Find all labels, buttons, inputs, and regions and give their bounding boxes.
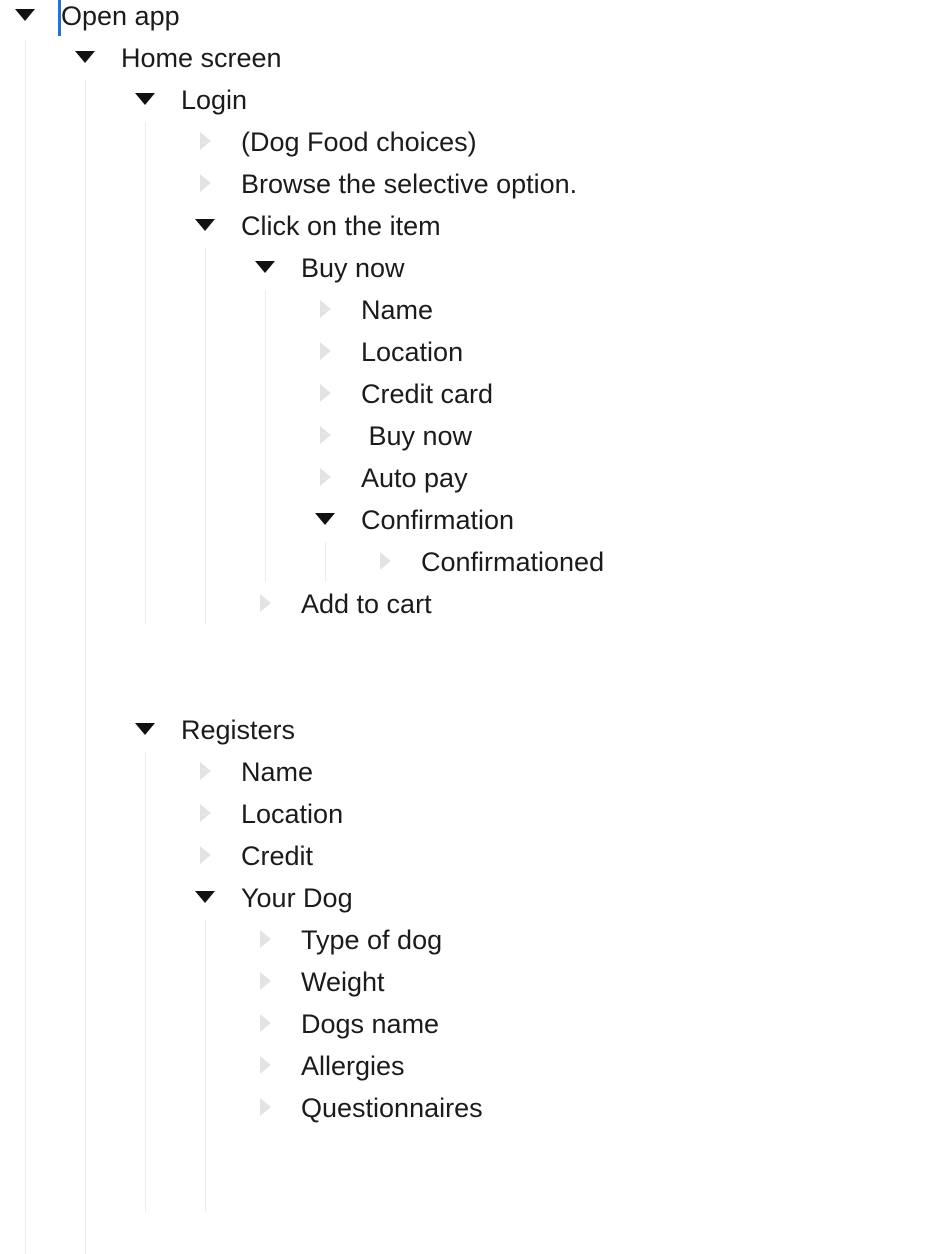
expand-triangle-icon[interactable] — [195, 219, 215, 231]
collapse-triangle-icon[interactable] — [260, 1056, 271, 1074]
expand-triangle-icon[interactable] — [15, 9, 35, 21]
collapse-triangle-icon[interactable] — [380, 552, 391, 570]
collapse-triangle-icon[interactable] — [200, 132, 211, 150]
node-label[interactable]: Home screen — [121, 43, 282, 73]
expand-triangle-icon[interactable] — [255, 261, 275, 273]
expand-triangle-icon[interactable] — [75, 51, 95, 63]
collapse-triangle-icon[interactable] — [200, 846, 211, 864]
node-label[interactable]: (Dog Food choices) — [241, 127, 477, 157]
node-label[interactable]: Name — [241, 757, 314, 787]
indent-guide-registers — [145, 752, 146, 1212]
node-label[interactable]: Questionnaires — [301, 1093, 483, 1123]
collapse-triangle-icon[interactable] — [260, 1014, 271, 1032]
collapse-triangle-icon[interactable] — [260, 930, 271, 948]
collapse-triangle-icon[interactable] — [320, 300, 331, 318]
node-label[interactable]: Buy now — [361, 421, 473, 451]
node-label[interactable]: Location — [241, 799, 344, 829]
node-label[interactable]: Browse the selective option. — [241, 169, 578, 199]
node-label[interactable]: Open app — [61, 1, 180, 31]
indent-guide-level-2 — [85, 80, 86, 1254]
collapse-triangle-icon[interactable] — [200, 804, 211, 822]
node-label[interactable]: Credit — [241, 841, 314, 871]
indent-guide-login — [145, 122, 146, 624]
expand-triangle-icon[interactable] — [315, 513, 335, 525]
expand-triangle-icon[interactable] — [195, 891, 215, 903]
node-label[interactable]: Dogs name — [301, 1009, 440, 1039]
node-label[interactable]: Login — [181, 85, 248, 115]
node-label[interactable]: Confirmation — [361, 505, 515, 535]
collapse-triangle-icon[interactable] — [260, 972, 271, 990]
node-label[interactable]: Buy now — [301, 253, 405, 283]
collapse-triangle-icon[interactable] — [260, 594, 271, 612]
node-label[interactable]: Type of dog — [301, 925, 443, 955]
expand-triangle-icon[interactable] — [135, 723, 155, 735]
node-label[interactable]: Add to cart — [301, 589, 432, 619]
expand-triangle-icon[interactable] — [135, 93, 155, 105]
node-label[interactable]: Allergies — [301, 1051, 405, 1081]
indent-guide-your-dog — [205, 920, 206, 1212]
node-label[interactable]: Confirmationed — [421, 547, 605, 577]
collapse-triangle-icon[interactable] — [320, 384, 331, 402]
node-label[interactable]: Credit card — [361, 379, 494, 409]
collapse-triangle-icon[interactable] — [320, 468, 331, 486]
collapse-triangle-icon[interactable] — [200, 762, 211, 780]
collapse-triangle-icon[interactable] — [260, 1098, 271, 1116]
indent-guide-level-1 — [25, 40, 26, 1254]
node-label[interactable]: Click on the item — [241, 211, 441, 241]
indent-guide-buy-now — [265, 290, 266, 582]
collapse-triangle-icon[interactable] — [320, 426, 331, 444]
collapse-triangle-icon[interactable] — [200, 174, 211, 192]
indent-guide-confirmation — [325, 542, 326, 582]
indent-guide-click-item — [205, 248, 206, 624]
node-label[interactable]: Auto pay — [361, 463, 468, 493]
node-label[interactable]: Your Dog — [241, 883, 353, 913]
node-label[interactable]: Weight — [301, 967, 385, 997]
node-label[interactable]: Name — [361, 295, 434, 325]
node-label[interactable]: Registers — [181, 715, 296, 745]
node-label[interactable]: Location — [361, 337, 464, 367]
collapse-triangle-icon[interactable] — [320, 342, 331, 360]
